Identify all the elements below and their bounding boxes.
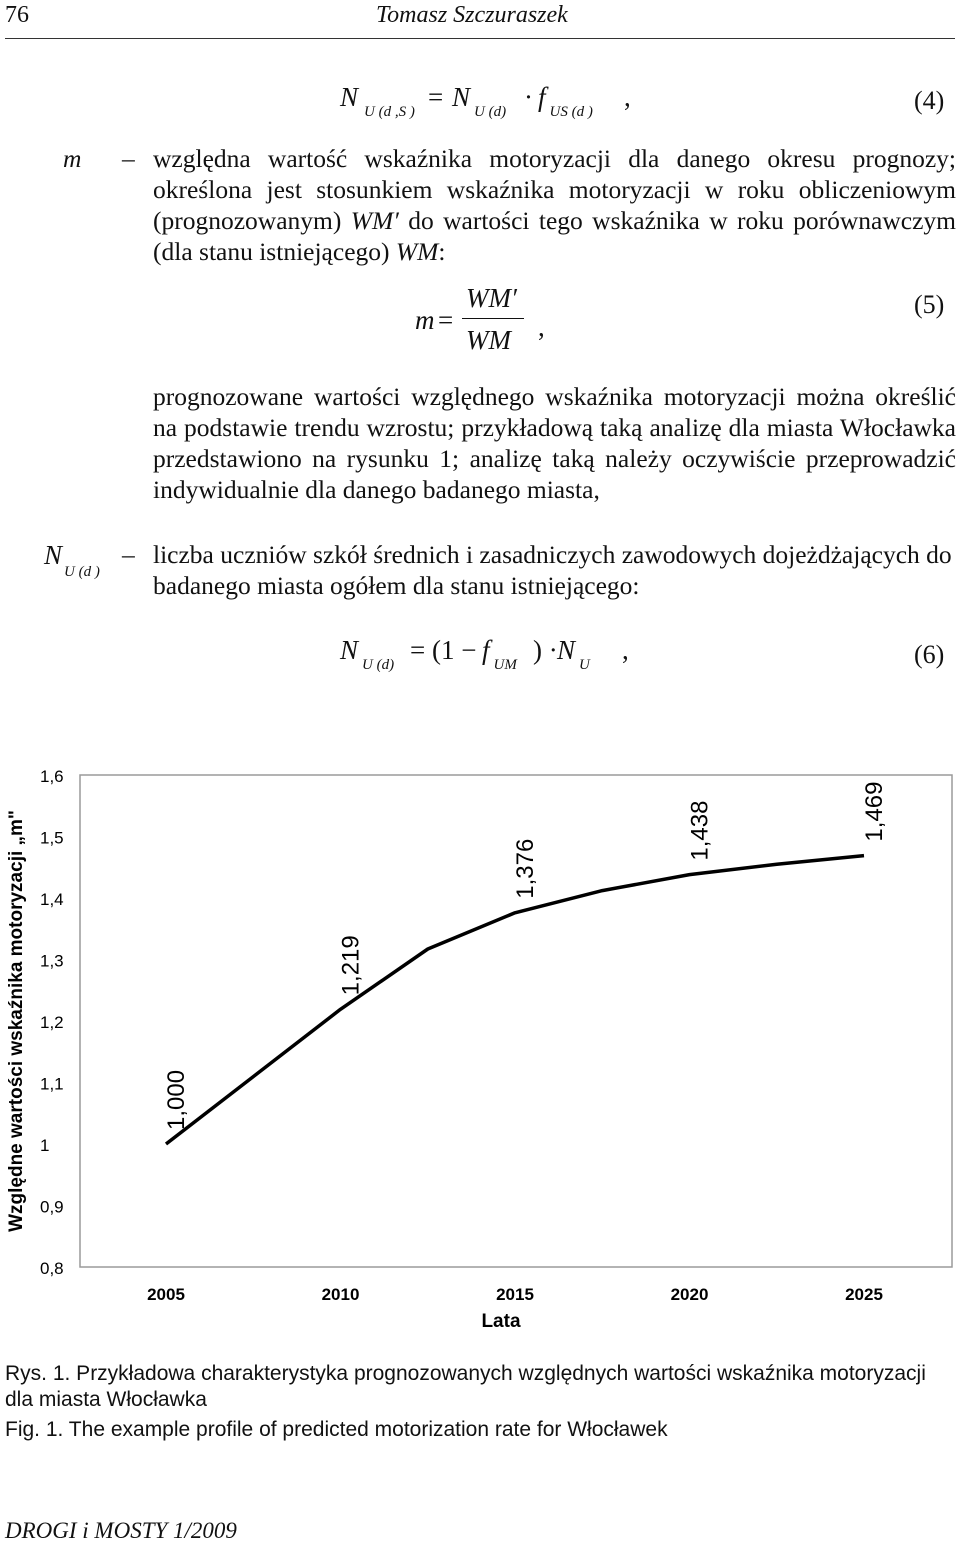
x-tick-label: 2020 bbox=[670, 1285, 709, 1304]
def-m-text bbox=[153, 143, 956, 267]
data-label: 1,376 bbox=[512, 838, 539, 899]
eq6-N: N bbox=[340, 635, 359, 665]
def-m-wm: WM bbox=[395, 237, 439, 266]
data-label: 1,000 bbox=[163, 1069, 190, 1130]
y-tick-label: 0,8 bbox=[40, 1259, 64, 1278]
eq5-comma: , bbox=[538, 312, 545, 342]
page-number: 76 bbox=[5, 2, 29, 28]
motorization-chart bbox=[0, 750, 960, 1350]
eq5-lhs: m bbox=[415, 305, 435, 335]
eq5-equals: = bbox=[438, 305, 454, 335]
def-m-text-2: do wartości tego wskaźnika w roku porównawczym (dla stanu istniejącego) bbox=[153, 206, 956, 266]
eq4-f: f bbox=[538, 82, 546, 112]
eq5-number: (5) bbox=[914, 290, 945, 319]
x-tick-label: 2005 bbox=[147, 1285, 185, 1304]
eq6-number: (6) bbox=[914, 640, 945, 669]
data-label: 1,438 bbox=[686, 800, 714, 861]
eq4-dot: · bbox=[524, 82, 533, 112]
def-m-text-3: : bbox=[438, 237, 446, 266]
y-tick-label: 1,2 bbox=[40, 1013, 64, 1032]
data-label: 1,219 bbox=[337, 935, 365, 996]
eq4-equals: = bbox=[428, 82, 444, 112]
def-m-symbol: m bbox=[63, 144, 82, 173]
eq6-lhs bbox=[340, 635, 395, 673]
eq4-rhs-1 bbox=[452, 82, 507, 120]
eq5-numerator: WM′ bbox=[466, 283, 517, 313]
eq4-rhs-sub2: US (d ) bbox=[549, 104, 593, 120]
eq4-rhs-N: N bbox=[452, 82, 471, 112]
eq4-lhs-sub: U (d ,S ) bbox=[364, 104, 415, 120]
def-nud-sub: U (d ) bbox=[64, 564, 100, 580]
def-m-continuation: prognozowane wartości względnego wskaźnika motoryzacji można określić na podstawie trendu wzrostu; przykładową taką analizę dla miasta Włocławka przedstawiono na rysunku 1; analizę taką należy oczywiście przeprowadzić indywidualnie dla danego badanego miasta, bbox=[153, 382, 956, 504]
eq5-denominator: WM bbox=[466, 325, 511, 355]
eq6-f-main: f bbox=[482, 635, 490, 665]
figure-caption-en: Fig. 1. The example profile of predicted motorization rate for Włocławek bbox=[5, 1418, 668, 1441]
def-nud-N: N bbox=[44, 540, 63, 570]
x-tick-label: 2010 bbox=[321, 1285, 360, 1304]
eq4-comma: , bbox=[624, 82, 631, 112]
def-nud-dash: – bbox=[122, 540, 135, 569]
eq6-comma: , bbox=[622, 635, 629, 665]
eq6-part1: = (1 − bbox=[410, 635, 477, 665]
eq6-lhs-sub: U (d) bbox=[362, 657, 395, 673]
y-tick-labels bbox=[40, 767, 64, 1278]
y-tick-label: 0,9 bbox=[40, 1197, 64, 1217]
def-m-wm-prime: WM′ bbox=[350, 206, 399, 235]
x-tick-label: 2015 bbox=[496, 1285, 534, 1304]
eq4-rhs-2 bbox=[538, 82, 593, 120]
footer-journal: DROGI i MOSTY 1/2009 bbox=[5, 1518, 237, 1543]
y-tick-label: 1,6 bbox=[40, 767, 64, 786]
header-rule bbox=[5, 38, 955, 39]
figure-caption-pl: Rys. 1. Przykładowa charakterystyka prognozowanych względnych wartości wskaźnika motoryzacji dla miasta Włocławka bbox=[5, 1362, 926, 1411]
x-tick-label: 2025 bbox=[845, 1285, 883, 1304]
running-head-author: Tomasz Szczuraszek bbox=[376, 2, 568, 28]
def-nud-text: liczba uczniów szkół średnich i zasadniczych zawodowych dojeżdżających do badanego miasta ogółem dla stanu istniejącego: bbox=[153, 540, 952, 600]
eq6-n2 bbox=[557, 635, 590, 673]
chart-svg bbox=[0, 750, 960, 1350]
eq4-number: (4) bbox=[914, 86, 945, 115]
y-tick-label: 1,4 bbox=[40, 890, 64, 909]
data-labels bbox=[163, 782, 888, 1130]
def-m-text-1: względna wartość wskaźnika motoryzacji dla danego okresu prognozy; określona jest stosunkiem wskaźnika motoryzacji w roku obliczeniowym (prognozowanym) bbox=[153, 144, 956, 235]
y-tick-label: 1,5 bbox=[40, 828, 64, 848]
eq6-n2-sub: U bbox=[579, 657, 590, 673]
y-axis-label: Względne wartości wskaźnika motoryzacji „m" bbox=[6, 810, 27, 1232]
eq4-N: N bbox=[340, 82, 359, 112]
eq6-f-sub: UM bbox=[493, 657, 517, 673]
y-tick-label: 1 bbox=[40, 1136, 50, 1155]
data-label: 1,469 bbox=[861, 781, 888, 842]
y-tick-label: 1,3 bbox=[40, 951, 64, 971]
eq4-lhs bbox=[340, 82, 415, 120]
x-tick-labels bbox=[147, 1285, 883, 1304]
def-nud-symbol bbox=[44, 540, 100, 580]
eq4-rhs-sub1: U (d) bbox=[474, 104, 507, 120]
eq5-fraction-bar bbox=[462, 318, 524, 319]
eq6-part2: ) · bbox=[533, 635, 558, 665]
def-m-dash: – bbox=[122, 144, 135, 173]
eq6-f bbox=[482, 635, 517, 673]
x-axis-label: Lata bbox=[481, 1311, 521, 1332]
eq6-n2-main: N bbox=[557, 635, 576, 665]
y-tick-label: 1,1 bbox=[40, 1074, 64, 1094]
